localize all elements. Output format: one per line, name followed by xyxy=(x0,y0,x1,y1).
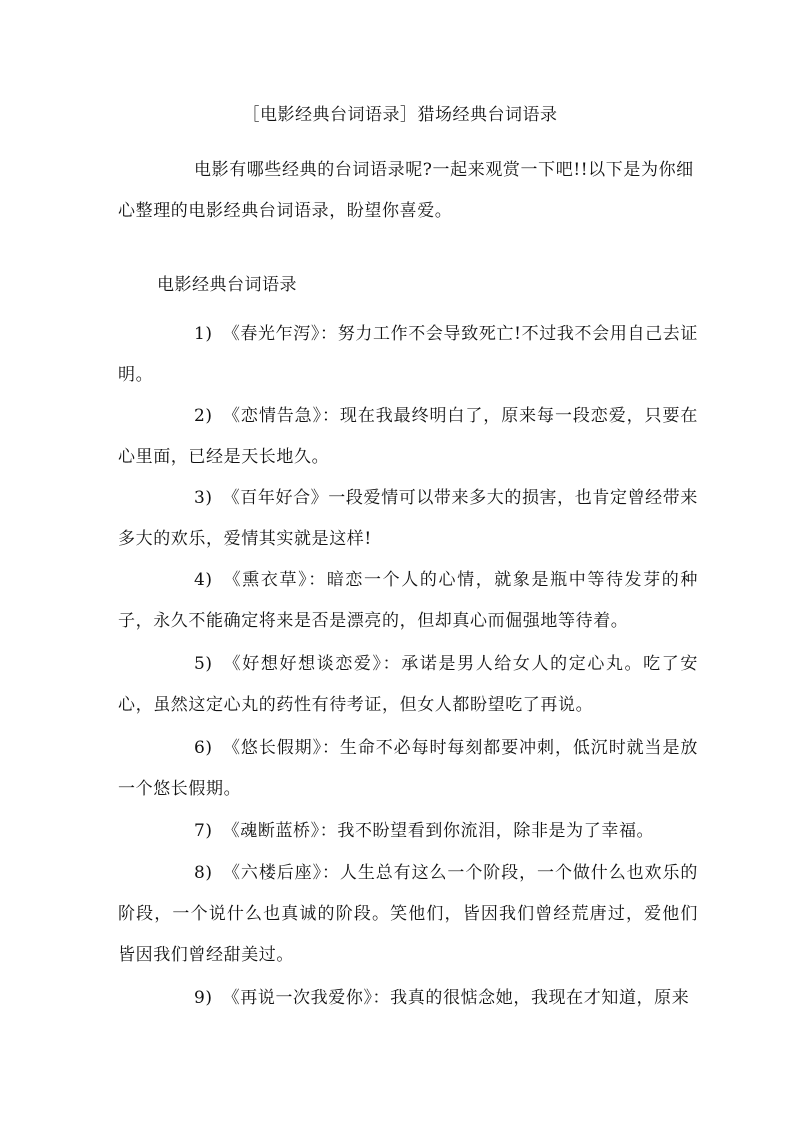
quote-item-6 xyxy=(118,728,698,810)
quote-item-4 xyxy=(118,560,698,642)
quote-text: 《再说一次我爱你》：我真的很惦念她，我现在才知道，原来 xyxy=(222,988,690,1008)
quote-text: 《六楼后座》：人生总有这么一个阶段，一个做什么也欢乐的阶段，一个说什么也真诚的阶段。笑他们，皆因我们曾经荒唐过，爱他们皆因我们曾经甜美过。 xyxy=(118,863,698,965)
quote-number: 8) xyxy=(194,863,213,883)
document-title: ［电影经典台词语录］猎场经典台词语录 xyxy=(242,105,558,125)
quote-number: 4) xyxy=(194,570,213,590)
quote-number: 1) xyxy=(194,324,213,344)
quote-text: 《熏衣草》：暗恋一个人的心情，就象是瓶中等待发芽的种子，永久不能确定将来是否是漂亮的，但却真心而倔强地等待着。 xyxy=(118,570,698,631)
intro-paragraph: 电影有哪些经典的台词语录呢?一起来观赏一下吧!!以下是为你细心整理的电影经典台词语录，盼望你喜爱。 xyxy=(118,160,694,221)
quote-text: 《好想好想谈恋爱》：承诺是男人给女人的定心丸。吃了安心，虽然这定心丸的药性有待考证，但女人都盼望吃了再说。 xyxy=(118,654,698,715)
quote-item-1 xyxy=(118,314,698,396)
quote-number: 7) xyxy=(194,821,213,841)
quote-item-3 xyxy=(118,478,698,560)
quote-text: 《魂断蓝桥》：我不盼望看到你流泪，除非是为了幸福。 xyxy=(222,821,655,841)
quote-item-8 xyxy=(118,853,698,976)
quote-item-7 xyxy=(118,811,698,852)
quote-number: 6) xyxy=(194,738,213,758)
quote-item-9 xyxy=(118,978,698,1019)
quote-item-5 xyxy=(118,644,698,726)
quote-text: 《春光乍泻》：努力工作不会导致死亡!不过我不会用自己去证明。 xyxy=(118,324,698,385)
quote-text: 《悠长假期》：生命不必每时每刻都要冲刺，低沉时就当是放一个悠长假期。 xyxy=(118,738,698,799)
quote-number: 3) xyxy=(194,488,213,508)
section-heading: 电影经典台词语录 xyxy=(157,275,297,295)
quote-number: 9) xyxy=(194,988,213,1008)
quote-item-2 xyxy=(118,396,698,478)
quote-text: 《百年好合》一段爱情可以带来多大的损害，也肯定曾经带来多大的欢乐，爱情其实就是这样! xyxy=(118,488,698,549)
quote-text: 《恋情告急》：现在我最终明白了，原来每一段恋爱，只要在心里面，已经是天长地久。 xyxy=(118,406,698,467)
quote-number: 5) xyxy=(194,654,213,674)
quote-number: 2) xyxy=(194,406,213,426)
